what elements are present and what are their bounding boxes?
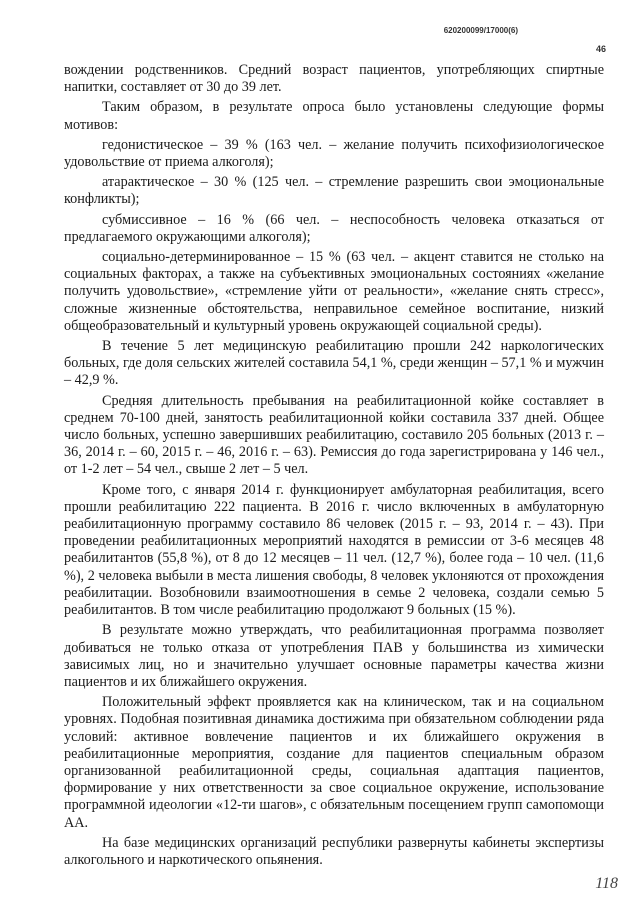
paragraph: Таким образом, в результате опроса было установлены следующие формы мотивов: xyxy=(64,99,604,133)
motive-item: социально-детерминированное – 15 % (63 чел. – акцент ставится не столько на социальных факторах, а также на субъективных эмоциональных состояниях «желание получить удовольствие», «стремление уйти от реальности», «желание снять стресс», сложные жизненные обстоятельства, неправильное семейное воспитание, низкий общеобразовательный и культурный уровень окружающей социальной среды). xyxy=(64,249,604,334)
paragraph: На базе медицинских организаций республики развернуты кабинеты экспертизы алкогольного и наркотического опьянения. xyxy=(64,834,604,868)
paragraph: В результате можно утверждать, что реабилитационная программа позволяет добиваться не только отказа от употребления ПАВ у большинства из химически зависимых лиц, но и значительно улучшает основные параметры качества жизни пациентов и их ближайшего окружения. xyxy=(64,622,604,690)
motive-item: субмиссивное – 16 % (66 чел. – неспособность человека отказаться от предлагаемого окружающими алкоголя); xyxy=(64,211,604,245)
motive-item: атарактическое – 30 % (125 чел. – стремление разрешить свои эмоциональные конфликты); xyxy=(64,174,604,208)
document-body xyxy=(64,62,604,872)
paragraph: Кроме того, с января 2014 г. функционирует амбулаторная реабилитация, всего прошли реабилитацию 222 пациента. В 2016 г. число включенных в амбулаторную реабилитационную программу составило 86 человек (2015 г. – 93, 2014 г. – 43). При проведении реабилитационных мероприятий находятся в ремиссии от 3-6 месяцев 48 реабилитантов (55,8 %), от 8 до 12 месяцев – 11 чел. (12,7 %), более года – 10 чел. (11,6 %), 2 человека выбыли в места лишения свободы, 8 человек уклоняются от прохождения реабилитации. Возобновили взаимоотношения в семье 2 человека, создали семью 5 реабилитантов. В том числе реабилитацию продолжают 9 больных (15 %). xyxy=(64,481,604,619)
document-code: 620200099/17000(6) xyxy=(443,26,518,35)
paragraph: В течение 5 лет медицинскую реабилитацию прошли 242 наркологических больных, где доля сельских жителей составила 54,1 %, среди женщин – 57,1 % и мужчин – 42,9 %. xyxy=(64,338,604,389)
page-number: 46 xyxy=(595,44,606,54)
motive-item: гедонистическое – 39 % (163 чел. – желание получить психофизиологическое удовольствие от приема алкоголя); xyxy=(64,136,604,171)
paragraph: Положительный эффект проявляется как на клиническом, так и на социальном уровнях. Подобная позитивная динамика достижима при обязательном соблюдении ряда условий: активное вовлечение пациентов и их ближайшего окружения в реабилитационные мероприятия, создание для пациентов специальным образом организованной реабилитационной среды, социальная адаптация пациентов, формирование у них ответственности за свое социальное окружение, использование программной идеологии «12-ти шагов», с обязательным посещением групп самопомощи АА. xyxy=(64,694,604,831)
paragraph: вождении родственников. Средний возраст пациентов, употребляющих спиртные напитки, составляет от 30 до 39 лет. xyxy=(64,62,604,96)
paragraph: Средняя длительность пребывания на реабилитационной койке составляет в среднем 70-100 дней, занятость реабилитационной койки составила 337 дней. Общее число больных, успешно завершивших реабилитацию, составило 205 больных (2013 г. – 36, 2014 г. – 60, 2015 г. – 46, 2016 г. – 63). Ремиссия до года зарегистрирована у 146 чел., от 1-2 лет – 54 чел., свыше 2 лет – 5 чел. xyxy=(64,392,604,478)
handwritten-page-number: 118 xyxy=(595,875,618,892)
